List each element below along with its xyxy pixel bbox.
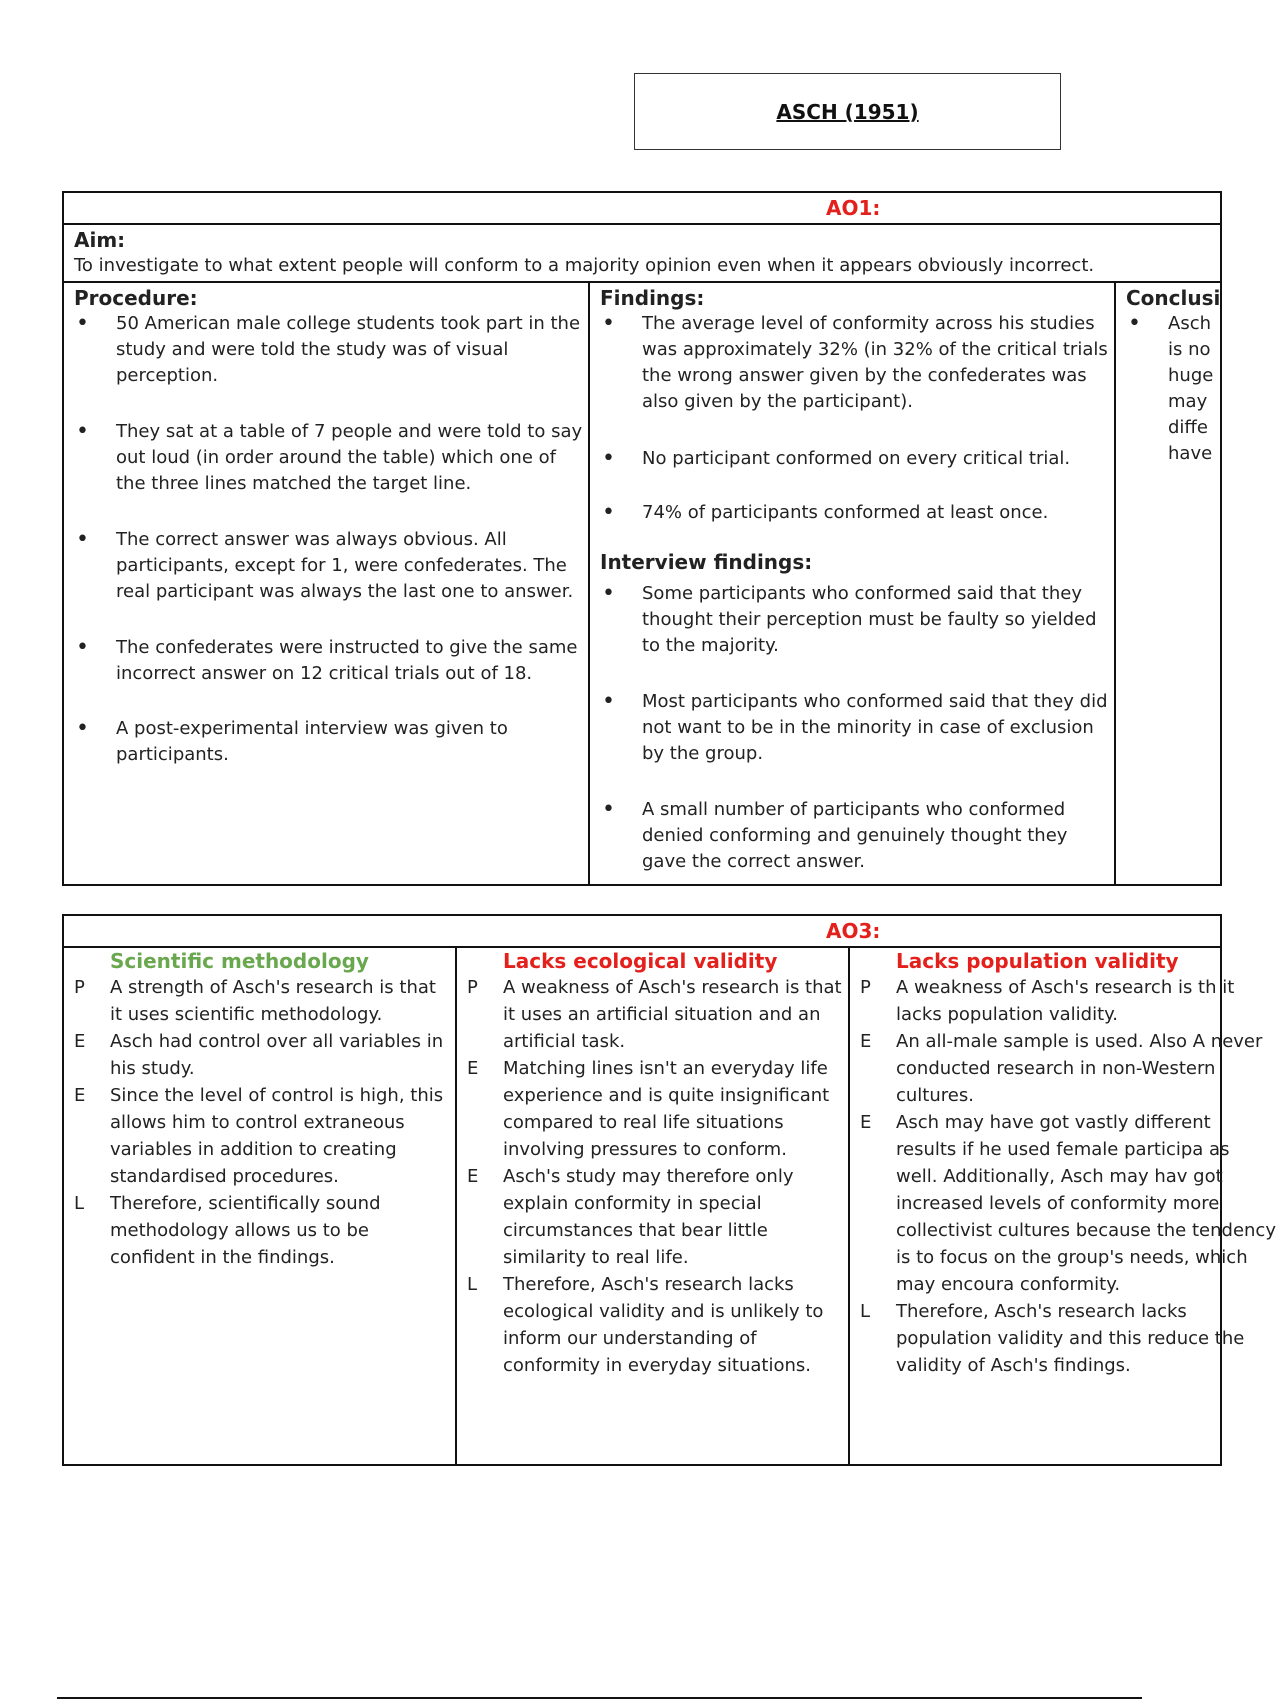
pele-letter: E — [467, 1058, 479, 1079]
conclusion-line: huge — [1168, 365, 1214, 386]
pele-letter: L — [467, 1274, 478, 1295]
evaluation-title: Lacks population validity — [896, 949, 1179, 973]
pele-letter: E — [860, 1031, 872, 1052]
pele-text: Since the level of control is high, this allows him to control extraneous variables in addition to creating standardised procedures. — [110, 1085, 444, 1187]
pele-letter: E — [860, 1112, 872, 1133]
aim-label: Aim: — [74, 228, 126, 252]
interview-item: • A small number of participants who conformed denied conforming and genuinely thought they gave the correct answer. — [642, 797, 1112, 875]
findings-item: • The average level of conformity across his studies was approximately 32% (in 32% of the critical trials the wrong answer given by the confederates was also given by the participant). — [642, 311, 1112, 415]
pele-point — [467, 1055, 843, 1163]
pele-point — [860, 1298, 1276, 1379]
interview-item: • Some participants who conformed said that they thought their perception must be faulty so yielded to the majority. — [642, 581, 1112, 659]
ao3-table — [62, 914, 1276, 1466]
pele-text: A weakness of Asch's research is that it uses an artificial situation and an artificial task. — [503, 977, 842, 1052]
ao3-header — [64, 916, 1220, 948]
pele-point — [860, 974, 1276, 1028]
procedure-title: Procedure: — [74, 286, 198, 310]
conclusion-column — [1116, 281, 1256, 884]
ao1-heading: AO1: — [826, 196, 881, 220]
pele-point — [74, 1082, 450, 1190]
pele-point — [74, 1190, 450, 1271]
pele-letter: E — [74, 1085, 86, 1106]
pele-text: Therefore, Asch's research lacks population validity and this reduce the validity of Asch's findings. — [896, 1301, 1245, 1376]
pele-text: Therefore, scientifically sound methodology allows us to be confident in the findings. — [110, 1193, 381, 1268]
conclusion-title: Conclusi — [1126, 286, 1221, 310]
pele-text: Asch's study may therefore only explain conformity in special circumstances that bear little similarity to real life. — [503, 1166, 794, 1268]
page-title: ASCH (1951) — [776, 99, 919, 124]
pele-letter: E — [74, 1031, 86, 1052]
pele-text: Asch may have got vastly different results if he used female participa as well. Additionally, Asch may hav got increased levels of conformity more collectivist cultures because the tendency is to focus on the group's needs, which may encoura conformity. — [896, 1112, 1276, 1295]
findings-column — [590, 281, 1116, 884]
evaluation-title: Scientific methodology — [110, 949, 369, 973]
pele-text: An all-male sample is used. Also A never conducted research in non-Western cultures. — [896, 1031, 1263, 1106]
conclusion-line: diffe — [1168, 417, 1208, 438]
pele-text: A weakness of Asch's research is th it lacks population validity. — [896, 977, 1235, 1025]
evaluation-title: Lacks ecological validity — [503, 949, 778, 973]
pele-point — [467, 1163, 843, 1271]
procedure-item: • 50 American male college students took part in the study and were told the study was of visual perception. — [116, 311, 586, 389]
pele-point — [860, 1109, 1276, 1298]
procedure-column — [64, 281, 590, 884]
aim-text: To investigate to what extent people will conform to a majority opinion even when it appears obviously incorrect. — [74, 255, 1095, 276]
pele-point — [467, 1271, 843, 1379]
pele-letter: P — [74, 977, 85, 998]
procedure-item: • The correct answer was always obvious. All participants, except for 1, were confederates. The real participant was always the last one to answer. — [116, 527, 586, 605]
conclusion-line: • Asch — [1168, 313, 1211, 334]
pele-letter: L — [860, 1301, 871, 1322]
pele-point — [74, 974, 450, 1028]
evaluation-column-scientific — [64, 946, 457, 1464]
findings-item: • No participant conformed on every critical trial. — [642, 446, 1112, 472]
pele-point — [74, 1028, 450, 1082]
interview-findings-title: Interview findings: — [600, 550, 813, 574]
pele-text: Therefore, Asch's research lacks ecological validity and is unlikely to inform our understanding of conformity in everyday situations. — [503, 1274, 824, 1376]
footer-divider — [57, 1697, 1142, 1699]
ao1-table — [62, 191, 1222, 886]
ao3-heading: AO3: — [826, 919, 881, 943]
conclusion-line: is no — [1168, 339, 1211, 360]
pele-point — [860, 1028, 1276, 1109]
conclusion-item — [1168, 311, 1258, 467]
pele-text: Matching lines isn't an everyday life experience and is quite insignificant compared to real life situations involving pressures to conform. — [503, 1058, 830, 1160]
pele-letter: L — [74, 1193, 85, 1214]
evaluation-column-population — [850, 946, 1276, 1464]
pele-letter: E — [467, 1166, 479, 1187]
procedure-item: • The confederates were instructed to give the same incorrect answer on 12 critical trials out of 18. — [116, 635, 586, 687]
pele-point — [467, 974, 843, 1055]
pele-letter: P — [860, 977, 871, 998]
interview-item: • Most participants who conformed said that they did not want to be in the minority in case of exclusion by the group. — [642, 689, 1112, 767]
conclusion-line: have — [1168, 443, 1213, 464]
pele-text: A strength of Asch's research is that it uses scientific methodology. — [110, 977, 436, 1025]
procedure-item: • A post-experimental interview was given to participants. — [116, 716, 586, 768]
findings-title: Findings: — [600, 286, 705, 310]
findings-item: • 74% of participants conformed at least once. — [642, 500, 1112, 526]
evaluation-column-ecological — [457, 946, 850, 1464]
conclusion-line: may — [1168, 391, 1208, 412]
pele-text: Asch had control over all variables in his study. — [110, 1031, 444, 1079]
title-box — [634, 73, 1061, 150]
pele-letter: P — [467, 977, 478, 998]
ao1-header — [64, 193, 1220, 225]
procedure-item: • They sat at a table of 7 people and were told to say out loud (in order around the table) which one of the three lines matched the target line. — [116, 419, 586, 497]
